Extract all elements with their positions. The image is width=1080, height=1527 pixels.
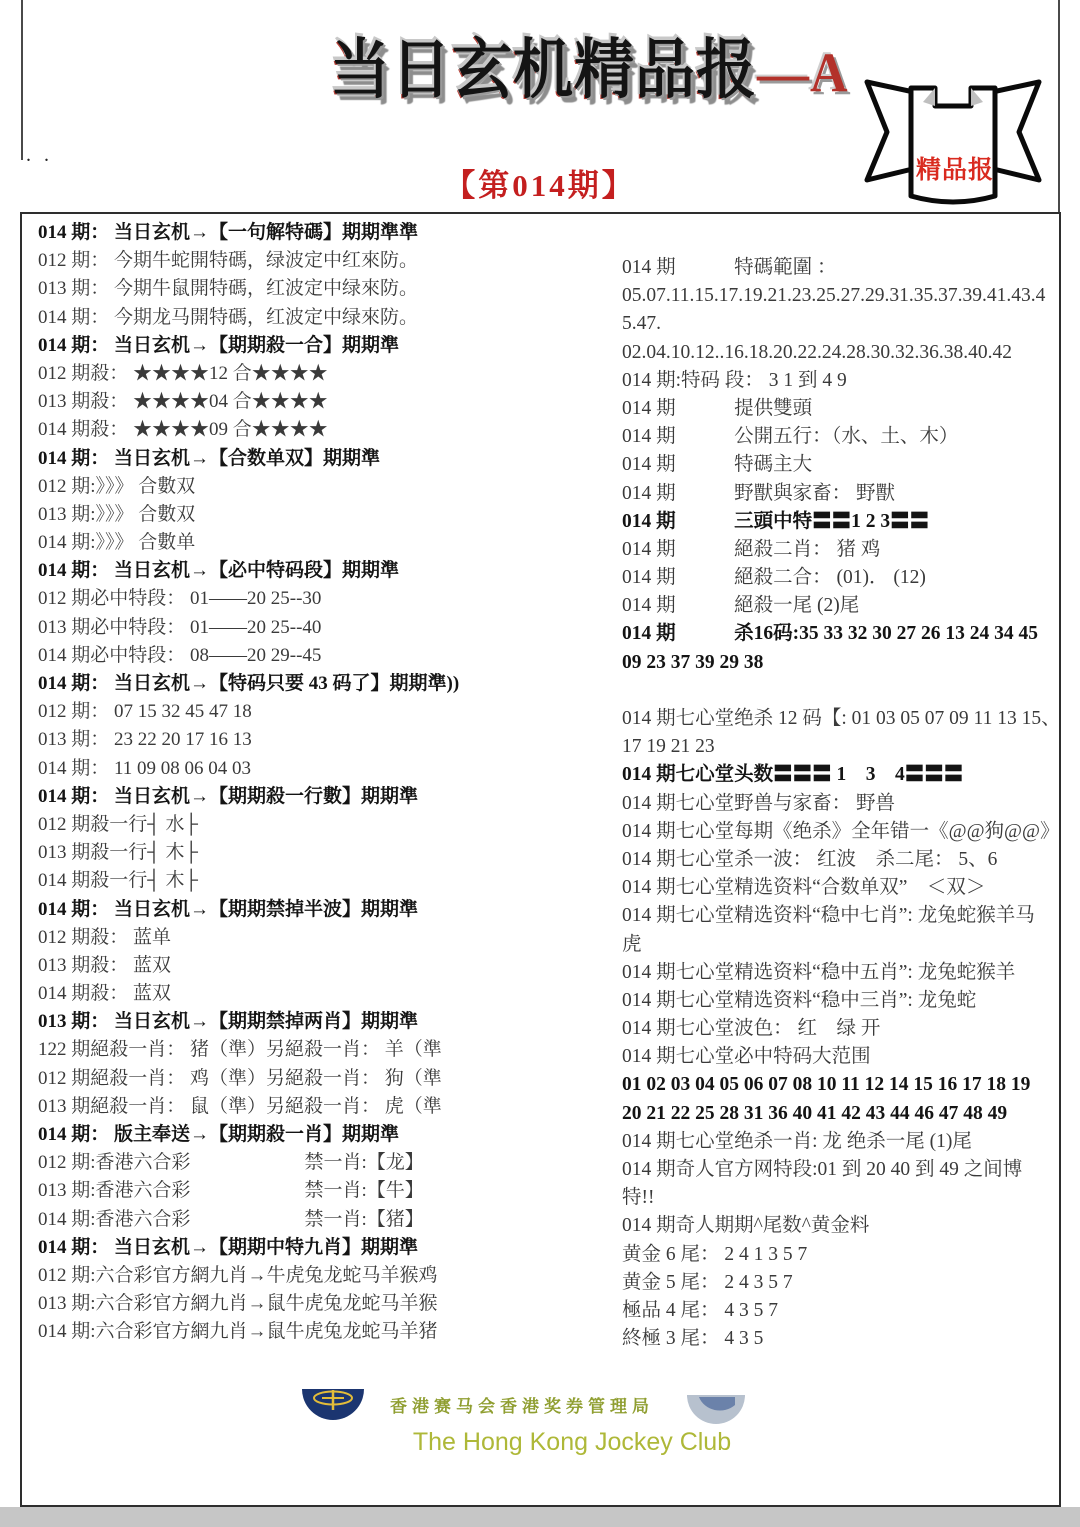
scan-bottom-strip xyxy=(0,1507,1080,1527)
left-column xyxy=(38,219,578,1347)
text-line: 012 期： 07 15 32 45 47 18 xyxy=(38,701,252,723)
text-line: 014 期七心堂精选资料“稳中七肖”: 龙兔蛇猴羊马 xyxy=(622,905,1035,927)
text-line: 02.04.10.12..16.18.20.22.24.28.30.32.36.38.40.42 xyxy=(622,341,1012,363)
text-line: 014 期： 当日玄机→【合数单双】期期準 xyxy=(38,447,381,469)
text-line: 013 期殺一行┤ 木├ xyxy=(38,842,198,864)
club-name-chinese: 香港赛马会香港奖券管理局 xyxy=(390,1397,654,1416)
text-line: 013 期殺： ★★★★04 合★★★★ xyxy=(38,391,328,413)
text-line: 013 期:六合彩官方網九肖→鼠牛虎兔龙蛇马羊猴 xyxy=(38,1293,438,1315)
text-line: 014 期 野獸與家畜： 野獸 xyxy=(622,482,896,504)
text-line: 012 期:》》》 合數双 xyxy=(38,475,196,497)
text-line: 014 期七心堂每期《绝杀》全年错一《@@狗@@》 xyxy=(622,820,1060,842)
text-line: 014 期 杀16码:35 33 32 30 27 26 13 24 34 45 xyxy=(622,623,1038,645)
jockey-club-left-logo xyxy=(300,1386,366,1429)
text-line: 012 期絕殺一肖： 鸡（準）另絕殺一肖： 狗（準 xyxy=(38,1067,442,1089)
text-line: 014 期殺： 蓝双 xyxy=(38,983,172,1005)
text-line: 014 期： 当日玄机→【特码只要 43 码了】期期準)) xyxy=(38,673,460,694)
text-line: 014 期奇人期期^尾数^黄金料 xyxy=(622,1215,870,1237)
text-line: 014 期： 11 09 08 06 04 03 xyxy=(38,757,252,779)
masthead-title xyxy=(330,18,930,126)
text-line: 012 期必中特段： 01——20 25--30 xyxy=(38,588,322,610)
issue-number: 【第014期】 xyxy=(444,168,636,203)
club-name-english: The Hong Kong Jockey Club xyxy=(412,1428,732,1456)
text-line: 黄金 5 尾： 2 4 3 5 7 xyxy=(622,1271,793,1293)
text-line: 特!! xyxy=(622,1187,655,1209)
text-line: 014 期七心堂波色： 红 绿 开 xyxy=(622,1018,881,1040)
text-line: 014 期殺： ★★★★09 合★★★★ xyxy=(38,419,328,441)
text-line: 014 期： 当日玄机→【必中特码段】期期準 xyxy=(38,560,400,582)
text-line: 012 期:六合彩官方網九肖→牛虎兔龙蛇马羊猴鸡 xyxy=(38,1264,438,1286)
text-line: 014 期： 当日玄机→【期期殺一行數】期期準 xyxy=(38,785,419,807)
jockey-club-right-logo xyxy=(685,1392,747,1431)
text-line: 014 期： 版主奉送→【期期殺一肖】期期準 xyxy=(38,1124,400,1145)
text-line: 012 期殺： ★★★★12 合★★★★ xyxy=(38,362,328,384)
text-line: 014 期奇人官方网特段:01 到 20 40 到 49 之间博 xyxy=(622,1159,1023,1180)
text-line: 014 期七心堂必中特码大范围 xyxy=(622,1046,871,1068)
hkjc-emblem-icon xyxy=(300,1386,366,1424)
text-line xyxy=(622,677,1062,705)
text-line: 014 期七心堂绝杀 12 码【: 01 03 05 07 09 11 13 15、 xyxy=(622,708,1061,729)
text-line: 014 期殺一行┤ 木├ xyxy=(38,870,198,892)
text-line: 013 期必中特段： 01——20 25--40 xyxy=(38,616,322,638)
text-line: 013 期:香港六合彩 禁一肖:【牛】 xyxy=(38,1180,424,1202)
text-line: 013 期： 今期牛鼠開特碼，红波定中绿來防。 xyxy=(38,278,419,300)
text-line: 014 期 三頭中特〓〓1 2 3〓〓 xyxy=(622,510,930,532)
content-frame xyxy=(20,212,1061,1507)
text-line: 014 期:》》》 合數单 xyxy=(38,532,196,554)
text-line: 01 02 03 04 05 06 07 08 10 11 12 14 15 16 17 18 19 xyxy=(622,1074,1031,1096)
text-line: 014 期七心堂精选资料“稳中五肖”: 龙兔蛇猴羊 xyxy=(622,961,1016,983)
text-line: 012 期殺： 蓝单 xyxy=(38,926,172,948)
text-line: 014 期： 当日玄机→【期期禁掉半波】期期準 xyxy=(38,898,419,920)
masthead-title-suffix: —A xyxy=(757,42,849,105)
text-line: 014 期： 当日玄机→【期期殺一合】期期準 xyxy=(38,334,400,356)
masthead-title-main: 当日玄机精品报 xyxy=(330,34,757,106)
text-line: 014 期必中特段： 08——20 29--45 xyxy=(38,644,322,666)
text-line: 014 期 公開五行：（水、土、木） xyxy=(622,426,959,448)
text-line: 014 期 絕殺一尾 (2)尾 xyxy=(622,595,860,617)
text-line: 014 期 特碼範圍 ： xyxy=(622,257,837,278)
text-line: 013 期絕殺一肖： 鼠（準）另絕殺一肖： 虎（準 xyxy=(38,1095,442,1117)
text-line: 014 期七心堂野兽与家畜： 野兽 xyxy=(622,792,896,814)
text-line: 012 期： 今期牛蛇開特碼，绿波定中红來防。 xyxy=(38,250,419,272)
text-line: 014 期： 当日玄机→【一句解特碼】期期準準 xyxy=(38,222,419,243)
text-line: 5.47. xyxy=(622,313,661,335)
text-line: 012 期:香港六合彩 禁一肖:【龙】 xyxy=(38,1152,424,1174)
text-line: 虎 xyxy=(622,933,642,955)
scan-border-artifact-left xyxy=(21,0,23,160)
text-line: 014 期： 当日玄机→【期期中特九肖】期期準 xyxy=(38,1236,419,1258)
text-line: 014 期:六合彩官方網九肖→鼠牛虎兔龙蛇马羊猪 xyxy=(38,1321,438,1343)
text-line: 014 期 絕殺二合： (01)． (12) xyxy=(622,567,926,589)
text-line: 05.07.11.15.17.19.21.23.25.27.29.31.35.37.39.41.43.4 xyxy=(622,285,1046,307)
bowl-emblem-icon xyxy=(685,1392,747,1426)
text-line: 014 期 特碼主大 xyxy=(622,454,813,476)
badge-label: 精品报 xyxy=(915,157,994,184)
text-line: 17 19 21 23 xyxy=(622,736,715,758)
text-line: 014 期七心堂绝杀一肖: 龙 绝杀一尾 (1)尾 xyxy=(622,1130,972,1152)
text-line: 09 23 37 39 29 38 xyxy=(622,651,764,673)
text-line: 012 期殺一行┤ 水├ xyxy=(38,813,198,835)
text-line: 014 期七心堂精选资料“稳中三肖”: 龙兔蛇 xyxy=(622,989,977,1011)
right-column xyxy=(622,254,1062,1353)
text-line: 013 期:》》》 合數双 xyxy=(38,503,196,525)
text-line: 014 期:特码 段： 3 1 到 4 9 xyxy=(622,369,847,391)
text-line: 014 期七心堂精选资料“合数单双” ＜双＞ xyxy=(622,877,986,899)
text-line: 122 期絕殺一肖： 猪（準）另絕殺一肖： 羊（準 xyxy=(38,1039,442,1061)
text-line: 014 期:香港六合彩 禁一肖:【猪】 xyxy=(38,1208,424,1230)
text-line: 014 期七心堂杀一波： 红波 杀二尾： 5、6 xyxy=(622,848,998,870)
text-line: 終極 3 尾： 4 3 5 xyxy=(622,1328,764,1350)
text-line: 014 期七心堂头数〓〓〓 1 3 4〓〓〓 xyxy=(622,764,964,786)
text-line: 黄金 6 尾： 2 4 1 3 5 7 xyxy=(622,1243,808,1265)
scan-dots: . . xyxy=(26,144,53,166)
text-line: 極品 4 尾： 4 3 5 7 xyxy=(622,1299,779,1321)
text-line: 014 期 絕殺二肖： 猪 鸡 xyxy=(622,538,881,560)
text-line: 014 期 提供雙頭 xyxy=(622,397,813,419)
text-line: 013 期： 23 22 20 17 16 13 xyxy=(38,729,252,751)
text-line: 013 期： 当日玄机→【期期禁掉两肖】期期準 xyxy=(38,1011,419,1033)
text-line: 014 期： 今期龙马開特碼，红波定中绿來防。 xyxy=(38,306,419,328)
text-line: 013 期殺： 蓝双 xyxy=(38,954,172,976)
text-line: 20 21 22 25 28 31 36 40 41 42 43 44 46 47 48 49 xyxy=(622,1102,1008,1124)
